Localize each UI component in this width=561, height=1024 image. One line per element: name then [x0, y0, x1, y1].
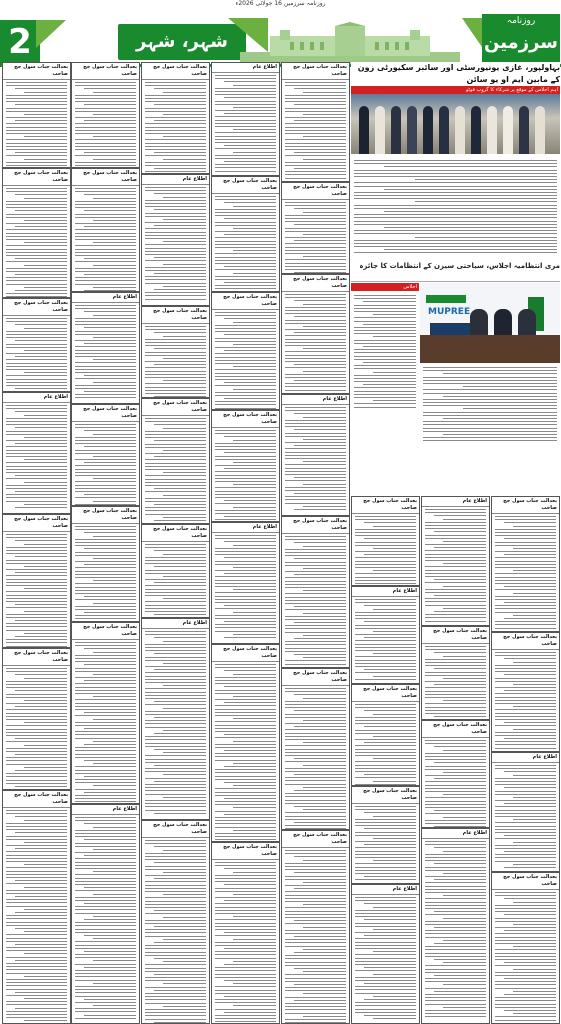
notice-heading: بعدالت جناب سول جج صاحب — [72, 507, 139, 524]
legal-notice — [491, 872, 560, 1024]
notice-heading: بعدالت جناب سول جج صاحب — [212, 843, 279, 860]
notice-heading: اطلاع عام — [352, 587, 419, 597]
dateline: روزنامہ سرزمین 16 جولائی 2026ء — [235, 0, 326, 7]
legal-notice — [2, 648, 71, 790]
legal-notice — [141, 62, 210, 174]
notice-heading: بعدالت جناب سول جج صاحب — [142, 63, 209, 80]
notice-heading: اطلاع عام — [282, 395, 349, 405]
logo-title: سرزمین — [484, 32, 558, 53]
legal-notice — [281, 668, 350, 830]
notice-heading: بعدالت جناب سول جج صاحب — [282, 63, 349, 80]
photo-sign: MUPREE — [428, 307, 471, 317]
legal-notice — [71, 622, 140, 804]
legal-notice — [2, 514, 71, 648]
legal-notice — [351, 496, 420, 586]
section-title: شہر، شہر — [118, 24, 246, 60]
notice-heading: بعدالت جناب سول جج صاحب — [492, 873, 559, 890]
corner-fold-decoration — [462, 18, 484, 50]
legal-notice — [491, 752, 560, 872]
legal-notice — [71, 168, 140, 292]
legal-notice — [281, 516, 350, 668]
newspaper-logo — [482, 14, 560, 64]
legal-notice — [71, 404, 140, 506]
notice-heading: بعدالت جناب سول جج صاحب — [3, 649, 70, 666]
legal-notice — [351, 786, 420, 884]
notice-heading: اطلاع عام — [142, 619, 209, 629]
legal-notice — [281, 394, 350, 516]
legal-notice — [351, 884, 420, 1024]
notice-heading: بعدالت جناب سول جج صاحب — [142, 399, 209, 416]
notice-heading: اطلاع عام — [212, 63, 279, 73]
legal-notice — [71, 292, 140, 404]
legal-notice — [281, 274, 350, 394]
second-story-body-right — [420, 365, 560, 493]
notice-heading: بعدالت جناب سول جج صاحب — [212, 177, 279, 194]
legal-notice — [2, 62, 71, 168]
notice-heading: بعدالت جناب سول جج صاحب — [352, 787, 419, 804]
legal-notice — [421, 626, 490, 720]
legal-notice — [491, 632, 560, 752]
second-photo — [420, 283, 560, 363]
legal-notice — [421, 496, 490, 626]
legal-notice — [421, 720, 490, 828]
legal-notice — [421, 828, 490, 1024]
notice-heading: بعدالت جناب سول جج صاحب — [212, 293, 279, 310]
legal-notice — [2, 790, 71, 1024]
notice-heading: بعدالت جناب سول جج صاحب — [142, 307, 209, 324]
notice-heading: بعدالت جناب سول جج صاحب — [492, 633, 559, 650]
notice-heading: اطلاع عام — [492, 753, 559, 763]
legal-notice — [71, 804, 140, 1024]
notice-heading: بعدالت جناب سول جج صاحب — [282, 183, 349, 200]
notice-heading: اطلاع عام — [422, 829, 489, 839]
legal-notice — [71, 506, 140, 622]
legal-notice — [211, 292, 280, 410]
legal-notice — [141, 174, 210, 306]
page-number: 2 — [0, 20, 40, 64]
legal-notice — [211, 522, 280, 644]
legal-notice — [141, 398, 210, 524]
legal-notice — [211, 176, 280, 292]
lead-story-body — [351, 156, 560, 259]
notice-heading: بعدالت جناب سول جج صاحب — [72, 169, 139, 186]
legal-notice — [281, 182, 350, 274]
notice-heading: بعدالت جناب سول جج صاحب — [142, 821, 209, 838]
legal-notice — [351, 586, 420, 684]
notice-heading: بعدالت جناب سول جج صاحب — [282, 669, 349, 686]
legal-notice — [141, 618, 210, 820]
notice-heading: بعدالت جناب سول جج صاحب — [72, 405, 139, 422]
notice-heading: بعدالت جناب سول جج صاحب — [212, 411, 279, 428]
notice-heading: بعدالت جناب سول جج صاحب — [3, 63, 70, 80]
notice-heading: بعدالت جناب سول جج صاحب — [422, 627, 489, 644]
legal-notice — [141, 524, 210, 618]
masthead — [0, 8, 561, 60]
legal-notice — [211, 644, 280, 842]
second-story-body-left — [351, 293, 419, 493]
notice-heading: بعدالت جناب سول جج صاحب — [3, 169, 70, 186]
legal-notice — [351, 684, 420, 786]
notice-heading: اطلاع عام — [422, 497, 489, 507]
legal-notice — [491, 496, 560, 632]
notice-heading: بعدالت جناب سول جج صاحب — [282, 831, 349, 848]
notice-heading: بعدالت جناب سول جج صاحب — [282, 275, 349, 292]
legal-notice — [71, 62, 140, 168]
notice-heading: اطلاع عام — [352, 885, 419, 895]
second-story-tag: اجلاس — [351, 283, 419, 291]
notice-heading: بعدالت جناب سول جج صاحب — [3, 791, 70, 808]
logo-small-text: روزنامہ — [506, 16, 536, 26]
legal-notice — [211, 410, 280, 522]
notice-heading: بعدالت جناب سول جج صاحب — [352, 685, 419, 702]
notice-heading: بعدالت جناب سول جج صاحب — [72, 623, 139, 640]
notice-heading: اطلاع عام — [142, 175, 209, 185]
notice-heading: بعدالت جناب سول جج صاحب — [352, 497, 419, 514]
notice-heading: بعدالت جناب سول جج صاحب — [3, 515, 70, 532]
legal-notice — [2, 298, 71, 392]
legal-notice — [281, 62, 350, 182]
notice-heading: بعدالت جناب سول جج صاحب — [212, 645, 279, 662]
legal-notice — [141, 306, 210, 398]
notice-heading: بعدالت جناب سول جج صاحب — [422, 721, 489, 738]
lead-photo-caption: اہم اجلاس کے موقع پر شرکاء کا گروپ فوٹو — [351, 86, 560, 94]
lead-photo — [351, 94, 560, 154]
notice-heading: بعدالت جناب سول جج صاحب — [492, 497, 559, 514]
legal-notice — [211, 842, 280, 1024]
notice-heading: بعدالت جناب سول جج صاحب — [142, 525, 209, 542]
corner-fold-decoration — [36, 20, 66, 48]
legal-notice — [281, 830, 350, 1024]
legal-notice — [141, 820, 210, 1024]
building-illustration — [240, 22, 460, 64]
notice-heading: اطلاع عام — [212, 523, 279, 533]
notice-heading: اطلاع عام — [72, 293, 139, 303]
second-headline: مری انتظامیہ اجلاس، سیاحتی سیزن کے انتظامات کا جائزہ — [351, 261, 560, 282]
notice-heading: بعدالت جناب سول جج صاحب — [3, 299, 70, 316]
notice-heading: بعدالت جناب سول جج صاحب — [72, 63, 139, 80]
notice-heading: اطلاع عام — [3, 393, 70, 403]
lead-headline: بہاولپور، غازی یونیورسٹی اور سائبر سکیورٹی زون کے مابین ایم او یو سائن — [351, 62, 560, 87]
notice-heading: بعدالت جناب سول جج صاحب — [282, 517, 349, 534]
notice-heading: اطلاع عام — [72, 805, 139, 815]
legal-notice — [211, 62, 280, 176]
legal-notice — [2, 392, 71, 514]
legal-notice — [2, 168, 71, 298]
